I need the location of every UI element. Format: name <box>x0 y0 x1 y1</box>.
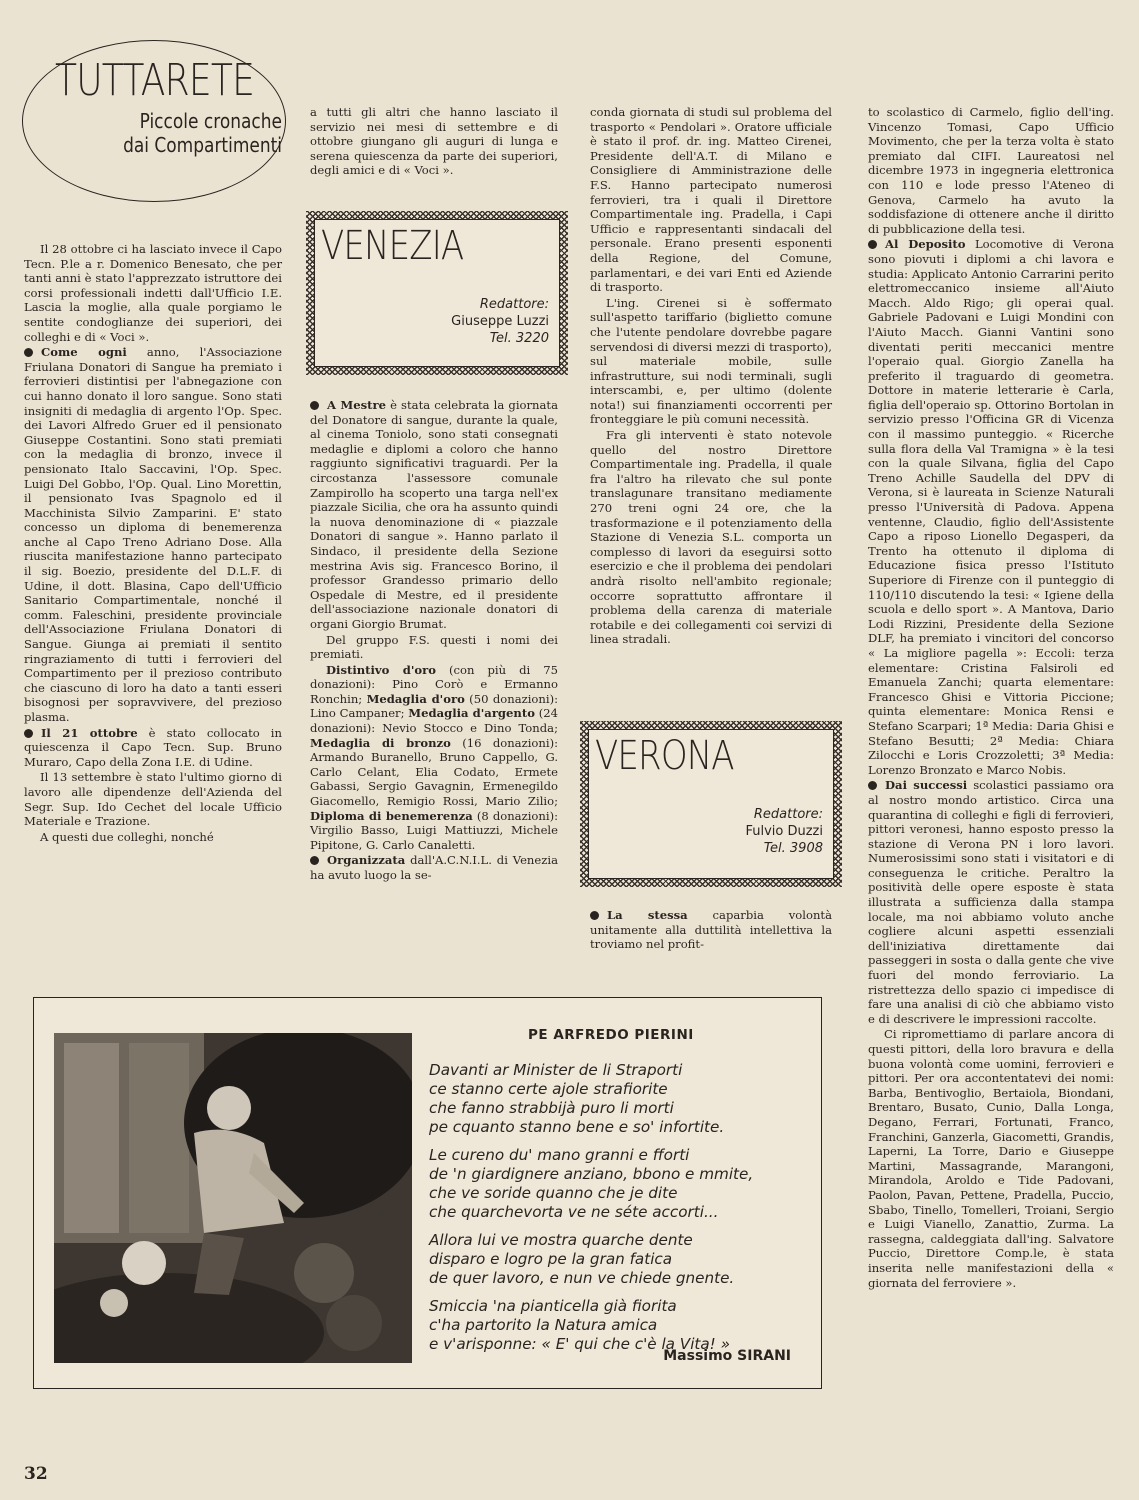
bullet-icon <box>310 856 319 865</box>
stanza-2: Le cureno du' mano granni e fforti de 'n giardignere anziano, bbono e mmite, che ve soride quanno che je dite che quarchevorta ve ne séte accorti... <box>429 1146 754 1221</box>
stanza-4: Smiccia 'na pianticella già fiorita c'ha partorito la Natura amica e v'arisponne: « E' qui che c'è la Vita! » <box>429 1297 730 1353</box>
stanza-3: Allora lui ve mostra quarche dente disparo e logro pe la gran fatica de quer lavoro, e nun ve chiede gnente. <box>429 1231 735 1287</box>
bullet-icon <box>868 240 877 249</box>
bullet-icon <box>310 401 319 410</box>
paragraph: Il 21 ottobre è stato collocato in quiescenza il Capo Tecn. Sup. Bruno Muraro, Capo della Zona I.E. di Udine. <box>24 725 282 769</box>
paragraph: Come ogni anno, l'Associazione Friulana Donatori di Sangue ha premiato i ferrovieri distintisi per l'abnegazione con cui hanno donato il loro sangue. Sono stati insigniti di medaglia di argento l'Op. Spec. dei Lavori Alfredo Gruer ed il pensionato Giuseppe Costantini. Sono stati premiati con la medaglia di bronzo, invece il pensionato Italo Saccavini, l'Op. Spec. Luigi Del Gobbo, l'Op. Qual. Lino Morettin, il pensionato Ivas Spagnolo ed il Macchinista Silvio Zamparini. E' stato concesso un diploma di benemerenza anche al Capo Treno Adriano Dose. Alla riuscita manifestazione hanno partecipato il sig. Boezio, presidente del D.L.F. di Udine, il dott. Blasina, Capo dell'Ufficio Sanitario Compartimentale, nonché il comm. Faleschini, presidente provinciale dell'Associazione Friulana Donatori di Sangue. Giunga ai premiati il sentito ringraziamento di tutti i ferrovieri del Compartimento per il prezioso contributo che ciascuno di loro ha dato a tanti esseri bisognosi per sopravvivere, del prezioso plasma. <box>24 345 282 724</box>
paragraph: La stessa caparbia volontà unitamente alla duttilità intellettiva la troviamo nel profit- <box>590 908 832 952</box>
bullet-icon <box>590 911 599 920</box>
editor-block: Redattore: Fulvio Duzzi Tel. 3908 <box>745 807 823 856</box>
paragraph: A questi due colleghi, nonché <box>40 829 214 844</box>
paragraph: Dai successi scolastici passiamo ora al nostro mondo artistico. Circa una quarantina di colleghi e figli di ferrovieri, pittori veronesi, hanno esposto presso la stazione di Verona PN i loro lavori. Numerosissimi sono stati i visitatori e di conseguenza le critiche. Peraltro la positività delle opere esposte è stata illustrata a sufficienza dalla stampa locale, ma noi abbiamo voluto anche cogliere alcuni aspetti essenziali dell'iniziativa direttamente dai passeggeri in sosta o dalla gente che vive fuori del mondo ferroviario. La ristrettezza dello spazio ci impedisce di fare una analisi di ciò che abbiamo visto e di descrivere le impressioni raccolte. <box>868 778 1114 1026</box>
paragraph: Fra gli interventi è stato notevole quello del nostro Direttore Compartimentale ing. Pradella, il quale fra l'altro ha rilevato che sul ponte translagunare transitano mediamente 270 treni ogni 24 ore, che la trasformazione e il potenziamento della Stazione di Venezia S.L. comporta un complesso di lavori da eseguirsi sotto esercizio e che il problema dei pendolari andrà risolto nell'ambito regionale; occorre soprattutto affrontare il problema della carenza di materiale rotabile e dei collegamenti coi servizi di linea stradali. <box>590 428 832 647</box>
paragraph: Organizzata dall'A.C.N.I.L. di Venezia ha avuto luogo la se- <box>310 853 558 882</box>
paragraph: Il 13 settembre è stato l'ultimo giorno di lavoro alle dipendenze dell'Azienda del Segr. Sup. Ido Cechet del locale Ufficio Materiale e Trazione. <box>24 770 282 829</box>
column-4 <box>868 105 1114 1290</box>
paragraph: Il 28 ottobre ci ha lasciato invece il Capo Tecn. P.le a r. Domenico Benesato, che per tanti anni è stato l'apprezzato istruttore dei corsi professionali indetti dall'Ufficio I.E. Lascia la moglie, alla quale porgiamo le sentite condoglianze dei superiori, dei colleghi e di « Voci ». <box>24 242 282 344</box>
paragraph: L'ing. Cirenei si è soffermato sull'aspetto tariffario (biglietto comune che l'utente pendolare dovrebbe pagare servendosi di diversi mezzi di trasporto), sul materiale mobile, sulle infrastrutture, sui nodi terminali, sugli interscambi, e, per ultimo (dolente nota!) sui finanziamenti occorrenti per fronteggiare le più comuni necessità. <box>590 295 832 427</box>
poem-title: PE ARFREDO PIERINI <box>528 1027 694 1043</box>
editor-block: Redattore: Giuseppe Luzzi Tel. 3220 <box>451 297 549 346</box>
paragraph: to scolastico di Carmelo, figlio dell'ing. Vincenzo Tomasi, Capo Ufficio Movimento, che per la terza volta è stato premiato dal CIFI. Laureatosi nel dicembre 1973 in ingegneria elettronica con 110 e lode presso l'Ateneo di Genova, Carmelo ha avuto la soddisfazione di ottenere anche il diritto di pubblicazione della tesi. <box>868 105 1114 236</box>
column-2-cont <box>310 398 558 883</box>
poem-text <box>429 1061 809 1363</box>
column-1 <box>24 242 282 844</box>
compartment-name: VERONA <box>595 733 734 779</box>
paragraph: Ci ripromettiamo di parlare ancora di questi pittori, della loro bravura e della buona volontà come uomini, ferrovieri e pittori. Per ora accontentatevi dei nomi: Barba, Bentivoglio, Bertaiola, Biondani, Brentaro, Busato, Cunio, Dalla Longa, Degano, Ferrari, Fortunati, Franco, Franchini, Ganzerla, Giacometti, Grandis, Laperni, La Torre, Dario e Giuseppe Martini, Massagrande, Marangoni, Mirandola, Aroldo e Tide Padovani, Paolon, Pavan, Pettene, Pradella, Puccio, Sbabo, Tinello, Tomelleri, Troiani, Sergio e Luigi Vianello, Zanattio, Zurma. La rassegna, caldeggiata dall'ing. Salvatore Puccio, Direttore Comp.le, è stata inserita nelle manifestazioni della « giornata del ferroviere ». <box>868 1027 1114 1290</box>
section-subtitle-line1: Piccole cronache <box>139 109 282 133</box>
poem-box <box>33 997 822 1389</box>
venezia-box <box>306 211 568 375</box>
column-3 <box>590 105 832 647</box>
section-subtitle-line2: dai Compartimenti <box>123 133 282 157</box>
paragraph: Al Deposito Locomotive di Verona sono piovuti i diplomi a chi lavora e studia: Applicato Antonio Carrarini perito elettromeccanico insieme all'Aiuto Macch. Aldo Rigo; gli operai qual. Gabriele Padovani e Luigi Mondini con l'Aiuto Macch. Gianni Vantini sono diventati periti meccanici mentre l'operaio qual. Giorgio Zanella ha preferito il traguardo di geometra. Dottore in materie letterarie è Carla, figlia dell'operaio sp. Ottorino Bortolan in servizio presso l'Officina GR di Vicenza con il massimo punteggio. « Ricerche sulla flora della Val Tramigna » è la tesi con la quale Silvana, figlia del Capo Treno Achille Saudella del DPV di Verona, si è laureata in Scienze Naturali presso l'Università di Padova. Appena ventenne, Claudio, figlio dell'Assistente Capo a riposo Lionello Degasperi, da Trento ha ottenuto il diploma di Educazione fisica presso l'Istituto Superiore di Firenze con il punteggio di 110/110 discutendo la tesi: « Igiene della scuola e dello sport ». A Mantova, Dario Lodi Rizzini, Presidente della Sezione DLF, ha premiato i vincitori del concorso « La migliore pagella »: Eccoli: terza elementare: Cristina Falsiroli ed Emanuela Zanchi; quarta elementare: Francesco Ghisi e Vittoria Piccione; quinta elementare: Monica Rensi e Stefano Scarpari; 1ª Media: Daria Ghisi e Stefano Besutti; 2ª Media: Chiara Zilocchi e Loris Crozzoletti; 3ª Media: Lorenzo Bronzato e Marco Nobis. <box>868 237 1114 777</box>
bullet-icon <box>24 729 33 738</box>
column-3-cont <box>590 908 832 952</box>
paragraph: A Mestre è stata celebrata la giornata del Donatore di sangue, durante la quale, al cinema Toniolo, sono stati consegnati medaglie e diplomi a coloro che hanno raggiunto significativi traguardi. Per la circostanza l'assessore comunale Zampirollo ha scoperto una targa nell'ex piazzale Sicilia, che ora ha assunto quindi la nuova denominazione di « piazzale Donatori di sangue ». Hanno parlato il Sindaco, il presidente della Sezione mestrina Avis sig. Francesco Borino, il professor Grandesso primario dello Ospedale di Mestre, ed il presidente dell'associazione nazionale donatori di organi Giorgio Brumat. <box>310 398 558 631</box>
paragraph: a tutti gli altri che hanno lasciato il servizio nei mesi di settembre e di ottobre giungano gli auguri di lunga e serena quiescenza da parte dei superiori, degli amici e di « Voci ». <box>310 105 558 178</box>
paragraph: Del gruppo F.S. questi i nomi dei premiati. <box>310 632 558 662</box>
gardener-photo <box>54 1033 412 1363</box>
section-title: TUTTARETE <box>55 55 255 106</box>
bullet-icon <box>24 348 33 357</box>
verona-box <box>580 721 842 887</box>
paragraph: Distintivo d'oro (con più di 75 donazioni): Pino Corò e Ermanno Ronchin; Medaglia d'oro (50 donazioni): Lino Campaner; Medaglia d'argento (24 donazioni): Nevio Stocco e Dino Tonda; Medaglia di bronzo (16 donazioni): Armando Buranello, Bruno Cappello, G. Carlo Celant, Elia Codato, Ermete Gabassi, Sergio Gavagnin, Ermenegildo Giacomello, Remigio Rossi, Mario Zilio; Diploma di benemerenza (8 donazioni): Virgilio Basso, Luigi Mattiuzzi, Michele Pipitone, G. Carlo Canaletti. <box>310 662 559 852</box>
paragraph: conda giornata di studi sul problema del trasporto « Pendolari ». Oratore ufficiale è stato il prof. dr. ing. Matteo Cirenei, Presidente dell'A.T. di Milano e Consigliere di Amministrazione delle F.S. Hanno partecipato numerosi ferrovieri, tra i quali il Direttore Compartimentale ing. Pradella, i Capi Ufficio e rappresentanti sindacali del personale. Erano presenti esponenti della Regione, del Comune, parlamentari, e dei vari Enti ed Aziende di trasporto. <box>590 105 832 295</box>
gardener-photo-illustration <box>54 1033 412 1363</box>
stanza-1: Davanti ar Minister de li Straporti ce stanno certe ajole strafiorite che fanno strabbijà puro li morti pe cquanto stanno bene e so' infortite. <box>429 1061 725 1136</box>
page-number: 32 <box>24 1464 48 1484</box>
compartment-name: VENEZIA <box>321 223 464 269</box>
bullet-icon <box>868 781 877 790</box>
poem-author: Massimo SIRANI <box>663 1348 791 1364</box>
column-2 <box>310 105 558 178</box>
